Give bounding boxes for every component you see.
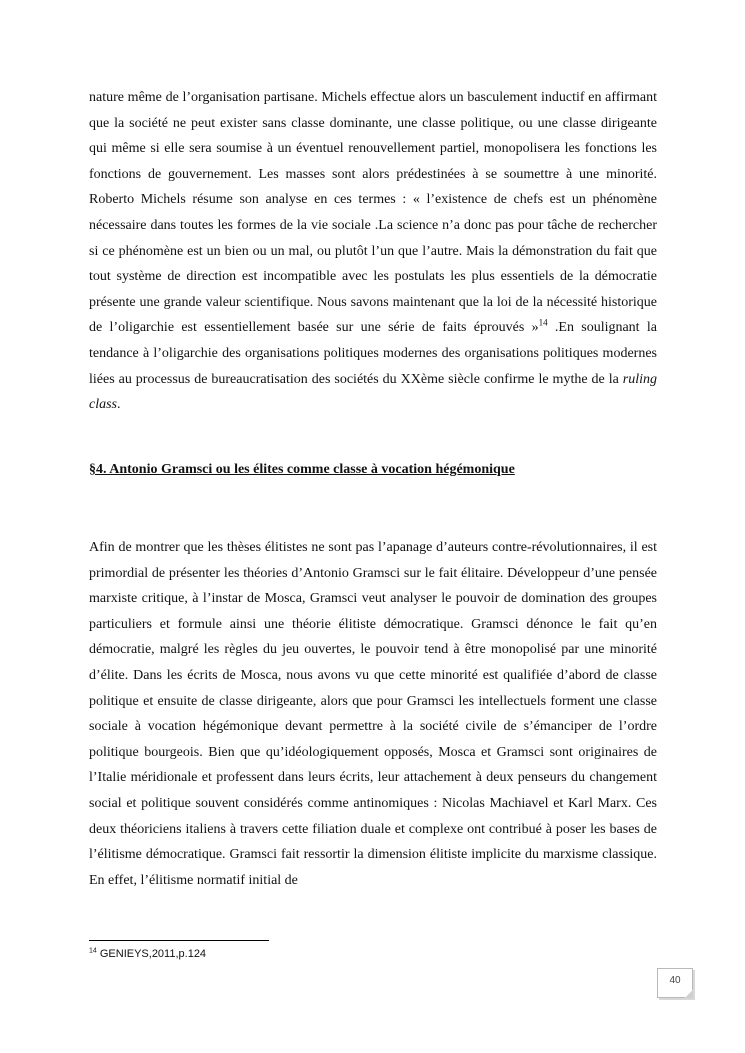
paragraph-text: .En soulignant la tendance à l’oligarchie des organisations politiques modernes des organisations politiques modernes liées au processus de bureaucratisation des sociétés du XXème siècle confirme le mythe de la: [89, 320, 657, 387]
footnote-separator: [89, 940, 269, 941]
footnote-reference[interactable]: 14: [538, 317, 548, 328]
body-paragraph-1: [89, 85, 657, 418]
page-number: 40: [657, 968, 693, 998]
footnote-number: 14: [89, 947, 97, 955]
footnote: [89, 948, 206, 960]
paragraph-text: Afin de montrer que les thèses élitistes ne sont pas l’apanage d’auteurs contre-révolutionnaires, il est primordial de présenter les théories d’Antonio Gramsci sur le fait élitaire. Développeur d’une pensée marxiste critique, à l’instar de Mosca, Gramsci veut analyser le pouvoir de domination des groupes particuliers et formule ainsi une théorie élitiste démocratique. Gramsci dénonce le fait qu’en démocratie, malgré les règles du jeu ouvertes, le pouvoir tend à être monopolisé par une minorité d’élite. Dans les écrits de Mosca, nous avons vu que cette minorité est qualifiée d’abord de classe politique et ensuite de classe dirigeante, alors que pour Gramsci les intellectuels forment une classe sociale à vocation hégémonique devant permettre à la société civile de s’émanciper de l’ordre politique bourgeois. Bien que qu’idéologiquement opposés, Mosca et Gramsci sont originaires de l’Italie méridionale et professent dans leurs écrits, leur attachement à deux penseurs du changement social et politique souvent considérés comme antinomiques : Nicolas Machiavel et Karl Marx. Ces deux théoriciens italiens à travers cette filiation duale et complexe ont contribué à poser les bases de l’élitisme démocratique. Gramsci fait ressortir la dimension élitiste implicite du marxisme classique. En effet, l’élitisme normatif initial de: [89, 540, 657, 888]
italic-term: ruling class: [89, 371, 657, 413]
section-heading: §4. Antonio Gramsci ou les élites comme classe à vocation hégémonique: [89, 462, 515, 477]
paragraph-text: nature même de l’organisation partisane. Michels effectue alors un basculement inductif en affirmant que la société ne peut exister sans classe dominante, une classe politique, ou une classe dirigeante qui même si elle sera soumise à un éventuel renouvellement partiel, monopolisera les fonctions les fonctions de gouvernement. Les masses sont alors prédestinées à se soumettre à une minorité. Roberto Michels résume son analyse en ces termes : « l’existence de chefs est un phénomène nécessaire dans toutes les formes de la vie sociale .La science n’a donc pas pour tâche de rechercher si ce phénomène est un bien ou un mal, ou plutôt l’un que l’autre. Mais la démonstration du fait que tout système de direction est incompatible avec les postulats les plus essentiels de la démocratie présente une grande valeur scientifique. Nous savons maintenant que la loi de la nécessité historique de l’oligarchie est essentiellement basée sur une série de faits éprouvés »: [89, 90, 657, 336]
body-paragraph-2: [89, 535, 657, 893]
paragraph-end: .: [117, 397, 121, 413]
footnote-text: GENIEYS,2011,p.124: [96, 948, 207, 960]
